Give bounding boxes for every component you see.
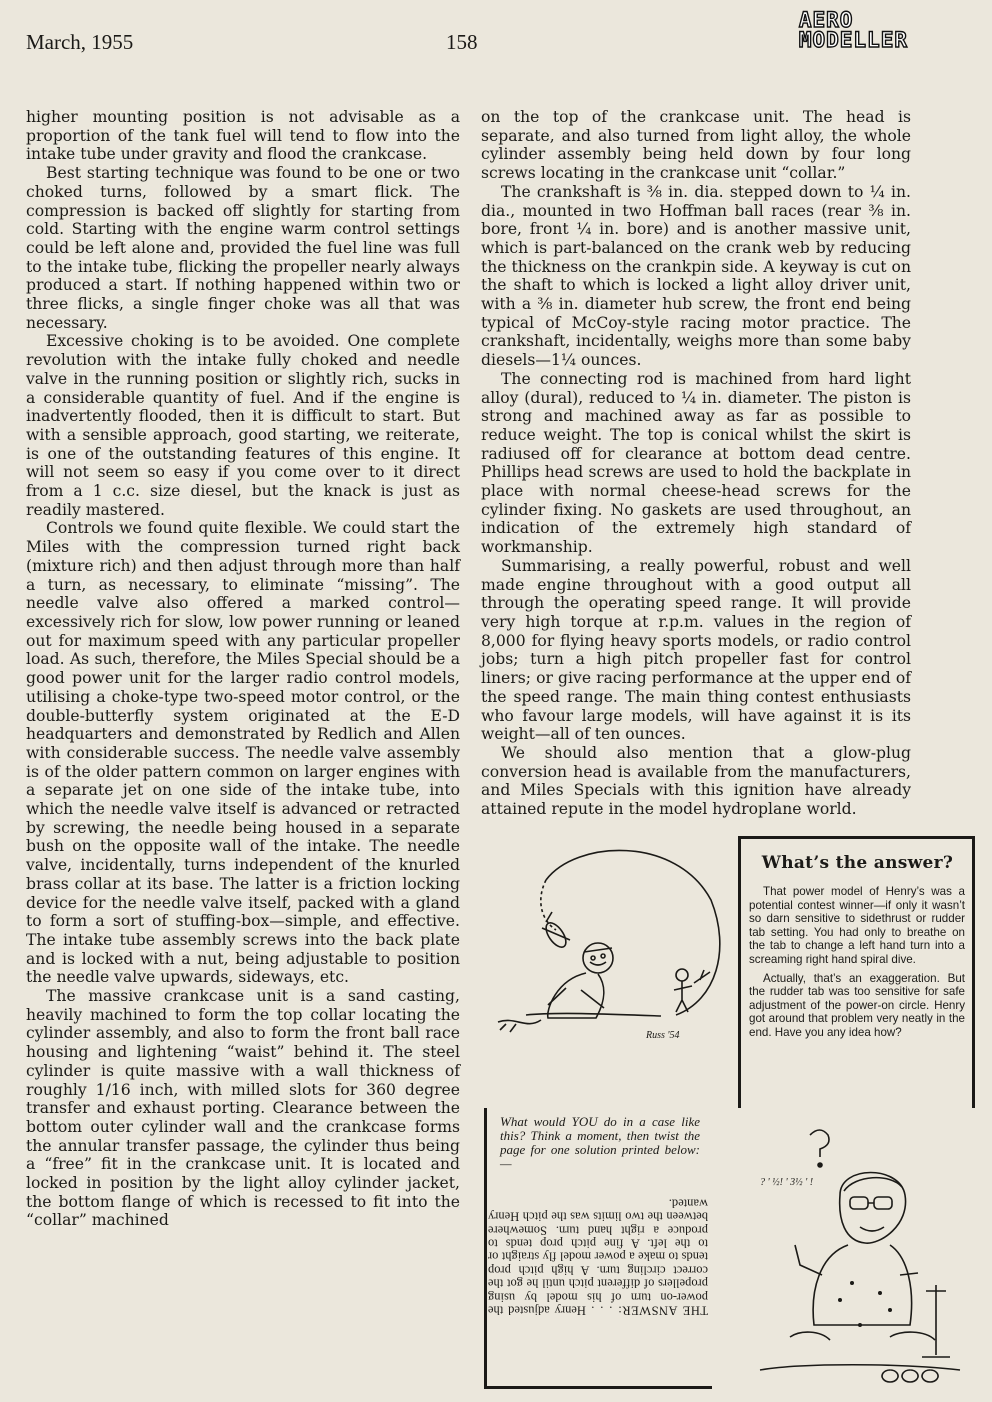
article-column-right <box>481 108 911 819</box>
upside-down-answer <box>488 1196 708 1317</box>
sidebar-text <box>749 885 965 1045</box>
paragraph: on the top of the crankcase unit. The head is separate, and also turned from light alloy, the whole cylinder assembly being held down by four long screws locating in the crankcase unit “collar.” <box>481 108 911 183</box>
answer-lead: THE ANSWER: . . . <box>590 1303 708 1318</box>
logo-line-aero: AERO <box>798 8 854 32</box>
paragraph: We should also mention that a glow-plug conversion head is available from the manufacturers, and Miles Specials with this ignition have already attained repute in the model hydroplane world. <box>481 743 911 819</box>
cartoon-spiral-dive <box>486 840 730 1050</box>
sidebar-paragraph: That power model of Henry’s was a potential contest winner—if only it wasn’t so darn sensitive to sidethrust or rudder tab setting. You had only to breathe on the tab to change a left hand turn into a screaming right hand spiral dive. <box>749 885 965 966</box>
answer-text: Henry adjusted the power-on turn of his model by using propellers of different pitch until he got the correct circling turn. A high pitch prop tends to make a power model fly straight or to the left. A fine pitch prop tends to produce a right hand turn. Somewhere between the two limits was the pitch Henry wanted. <box>487 1196 708 1318</box>
puzzle-prompt: What would YOU do in a case like this? Think a moment, then twist the page for one solution printed below:— <box>500 1114 700 1171</box>
answer-frame-left <box>484 1108 487 1388</box>
paragraph: Controls we found quite flexible. We could start the Miles with the compression turned right back (mixture rich) and then adjust through more than half a turn, as necessary, to eliminate “missing”. The needle valve also offered a marked control—excessively rich for slow, low power running or leaned out for maximum speed with any particular propeller load. As such, therefore, the Miles Special should be a good power unit for the larger radio control models, utilising a choke-type two-speed motor control, or the double-butterfly system originated at the E-D headquarters and demonstrated by Redlich and Allen with considerable success. The needle valve assembly is of the older pattern common on larger engines with a separate jet on one side of the intake tube, into which the needle valve itself is advanced or retracted by screwing, the needle being housed in a separate bush on the opposite wall of the intake. The needle valve, incidentally, turns independent of the knurled brass collar at its base. The latter is a friction locking device for the needle valve itself, packed with a gland to form a sort of stuffing-box—simple, and effective. The intake tube assembly screws into the back plate and is locked with a nut, being adjustable to position the needle valve upwards, sideways, etc. <box>26 519 460 987</box>
paragraph: higher mounting position is not advisable as a proportion of the tank fuel will tend to flow into the intake tube under gravity and flood the crankcase. <box>26 108 460 164</box>
article-column-left <box>26 108 460 1230</box>
page-number: 158 <box>446 30 478 54</box>
cartoon-signature: Russ '54 <box>646 1030 680 1041</box>
answer-frame-bottom <box>484 1386 712 1389</box>
cartoon-thought-marks: ? ' ½! ' 3½ ' ! <box>760 1177 814 1188</box>
paragraph: Summarising, a really powerful, robust and well made engine throughout with a good output all through the operating speed range. It will provide very high torque at r.p.m. values in the region of 8,000 for flying heavy sports models, or radio control jobs; turn a high pitch propeller fast for control liners; or give racing performance at the upper end of the speed range. The main thing contest enthusiasts who favour large models, will have against it is its weight—all of ten ounces. <box>481 556 911 744</box>
logo-line-modeller: MODELLER <box>798 28 908 52</box>
paragraph: The massive crankcase unit is a sand casting, heavily machined to form the top collar locating the cylinder assembly, and also to form the front ball race housing and lightening “waist” behind it. The steel cylinder is quite massive with a wall thickness of roughly 1/16 inch, with milled slots for 360 degree transfer and exhaust porting. Clearance between the bottom outer cylinder wall and the crankcase forms the annular transfer passage, the cylinder thus being a “free” fit in the crankcase unit. It is located and locked in position by the light alloy cylinder jacket, the bottom flange of which is recessed to fit into the “collar” machined <box>26 987 460 1230</box>
cartoon-henry-thinking <box>740 1125 974 1387</box>
paragraph: The crankshaft is ⅜ in. dia. stepped down to ¼ in. dia., mounted in two Hoffman ball races (rear ⅜ in. bore, front ¼ in. bore) and is another massive unit, which is part-balanced on the crank web by reducing the thickness on the crankpin side. A keyway is cut on the shaft to which is locked a light alloy driver unit, with a ⅜ in. diameter hub screw, the front end being typical of McCoy-style racing motor practice. The crankshaft, incidentally, weighs more than some baby diesels—1¼ ounces. <box>481 182 911 370</box>
sidebar-title: What’s the answer? <box>761 853 954 873</box>
sidebar-border <box>972 836 975 1108</box>
paragraph: Best starting technique was found to be one or two choked turns, followed by a smart flick. The compression is backed off slightly for starting from cold. Starting with the engine warm control settings could be left alone and, provided the fuel line was full to the intake tube, flicking the propeller nearly always produced a start. If nothing happened within two or three flicks, a single finger choke was all that was necessary. <box>26 164 460 332</box>
sidebar-box <box>738 836 974 1108</box>
issue-date: March, 1955 <box>26 30 134 54</box>
paragraph: Excessive choking is to be avoided. One complete revolution with the intake fully choked and needle valve in the running position or slightly rich, sucks in a considerable quantity of fuel. And if the engine is inadvertently flooded, then it is difficult to start. But with a sensible approach, good starting, we reiterate, is one of the outstanding features of this engine. It will not seem so easy if you come over to it direct from a 1 c.c. size diesel, but the knack is just as readily mastered. <box>26 332 460 519</box>
sidebar-paragraph: Actually, that’s an exaggeration. But the rudder tab was too sensitive for safe adjustment of the power-on circle. Henry got around that problem very neatly in the end. Have you any idea how? <box>749 971 965 1039</box>
masthead-logo <box>799 10 908 50</box>
paragraph: The connecting rod is machined from hard light alloy (dural), reduced to ¼ in. diameter. The piston is strong and machined away as far as possible to reduce weight. The top is conical whilst the skirt is radiused off for clearance at bottom dead centre. Phillips head screws are used to hold the backplate in place with normal cheese-head screws for the cylinder fixing. No gaskets are used throughout, an indication of the extremely high standard of workmanship. <box>481 369 911 557</box>
